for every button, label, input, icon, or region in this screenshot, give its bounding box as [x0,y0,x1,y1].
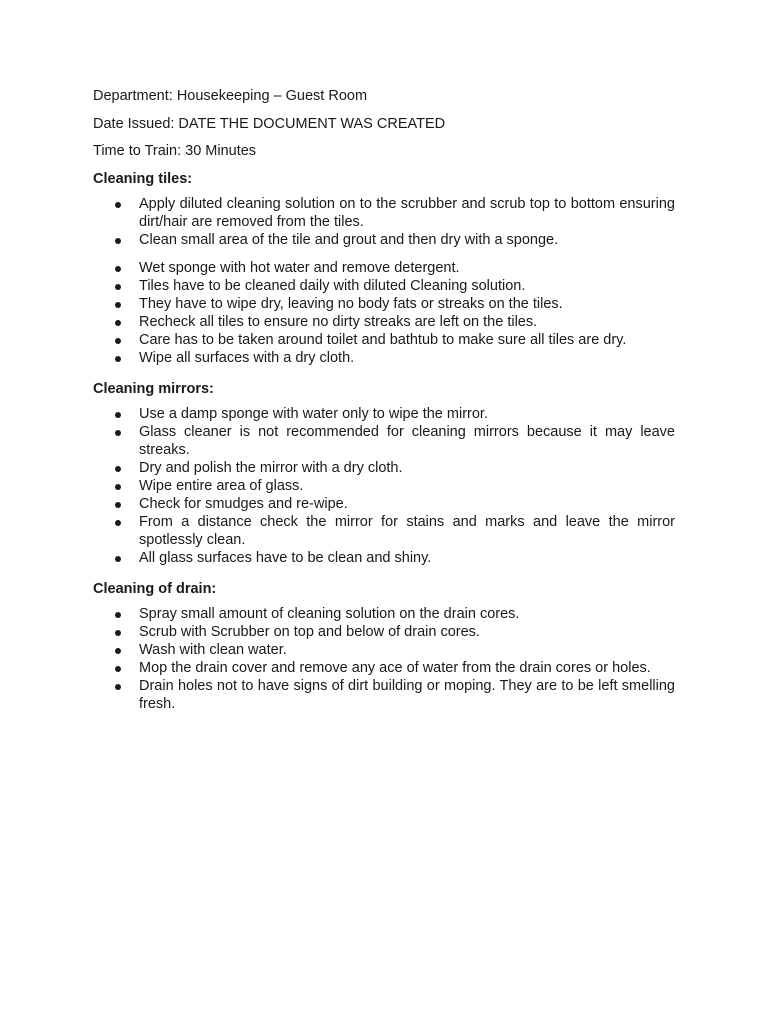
bullet-item [93,331,675,349]
bullet-dot-icon [115,630,121,636]
bullet-list [93,405,675,567]
bullet-item [93,623,675,641]
bullet-item [93,459,675,477]
section-title: Cleaning tiles: [93,170,193,187]
bullet-item [93,513,675,549]
bullet-text: Drain holes not to have signs of dirt building or moping. They are to be left smelling fresh. [139,677,675,712]
bullet-text: Glass cleaner is not recommended for cleaning mirrors because it may leave streaks. [139,423,675,458]
bullet-text: Wash with clean water. [139,641,287,658]
bullet-item [93,641,675,659]
bullet-item [93,195,675,231]
sections-container [93,169,675,713]
bullet-dot-icon [115,302,121,308]
bullet-dot-icon [115,320,121,326]
section-title: Cleaning of drain: [93,580,217,597]
bullet-text: Apply diluted cleaning solution on to the scrubber and scrub top to bottom ensuring dirt/hair are removed from the tiles. [139,195,675,230]
bullet-dot-icon [115,684,121,690]
bullet-text: Wipe entire area of glass. [139,477,304,494]
bullet-item [93,277,675,295]
bullet-item [93,659,675,677]
bullet-item [93,677,675,713]
section-spacer [93,367,675,379]
bullet-text: Tiles have to be cleaned daily with diluted Cleaning solution. [139,277,526,294]
bullet-dot-icon [115,520,121,526]
bullet-text: Spray small amount of cleaning solution on the drain cores. [139,605,520,622]
bullet-item [93,423,675,459]
bullet-dot-icon [115,484,121,490]
bullet-text: Wet sponge with hot water and remove detergent. [139,259,460,276]
bullet-dot-icon [115,502,121,508]
bullet-text: Care has to be taken around toilet and bathtub to make sure all tiles are dry. [139,331,627,348]
bullet-dot-icon [115,356,121,362]
bullet-list [93,195,675,249]
bullet-list [93,605,675,713]
bullet-list [93,259,675,367]
bullet-dot-icon [115,556,121,562]
bullet-item [93,313,675,331]
bullet-item [93,477,675,495]
bullet-text: Mop the drain cover and remove any ace of water from the drain cores or holes. [139,659,651,676]
bullet-item [93,295,675,313]
bullet-dot-icon [115,284,121,290]
bullet-dot-icon [115,612,121,618]
bullet-dot-icon [115,430,121,436]
section-spacer [93,567,675,579]
bullet-text: They have to wipe dry, leaving no body fats or streaks on the tiles. [139,295,563,312]
bullet-dot-icon [115,338,121,344]
bullet-dot-icon [115,666,121,672]
bullet-item [93,231,675,249]
bullet-text: Clean small area of the tile and grout and then dry with a sponge. [139,231,559,248]
time-to-train-line: Time to Train: 30 Minutes [93,143,257,159]
bullet-text: Scrub with Scrubber on top and below of drain cores. [139,623,480,640]
bullet-item [93,549,675,567]
bullet-item [93,605,675,623]
bullet-text: All glass surfaces have to be clean and shiny. [139,549,432,566]
bullet-item [93,349,675,367]
bullet-text: From a distance check the mirror for stains and marks and leave the mirror spotlessly clean. [139,513,675,548]
bullet-text: Dry and polish the mirror with a dry cloth. [139,459,403,476]
bullet-dot-icon [115,412,121,418]
bullet-item [93,495,675,513]
bullet-dot-icon [115,238,121,244]
bullet-dot-icon [115,648,121,654]
bullet-dot-icon [115,266,121,272]
date-issued-line: Date Issued: DATE THE DOCUMENT WAS CREATED [93,115,446,132]
section-title: Cleaning mirrors: [93,380,214,397]
bullet-text: Recheck all tiles to ensure no dirty streaks are left on the tiles. [139,313,538,330]
department-line: Department: Housekeeping – Guest Room [93,88,368,104]
bullet-text: Check for smudges and re-wipe. [139,495,348,512]
bullet-item [93,259,675,277]
bullet-text: Use a damp sponge with water only to wipe the mirror. [139,405,488,422]
list-group-spacer [93,249,675,259]
bullet-text: Wipe all surfaces with a dry cloth. [139,349,355,366]
bullet-dot-icon [115,202,121,208]
bullet-dot-icon [115,466,121,472]
document-page [93,86,675,713]
bullet-item [93,405,675,423]
